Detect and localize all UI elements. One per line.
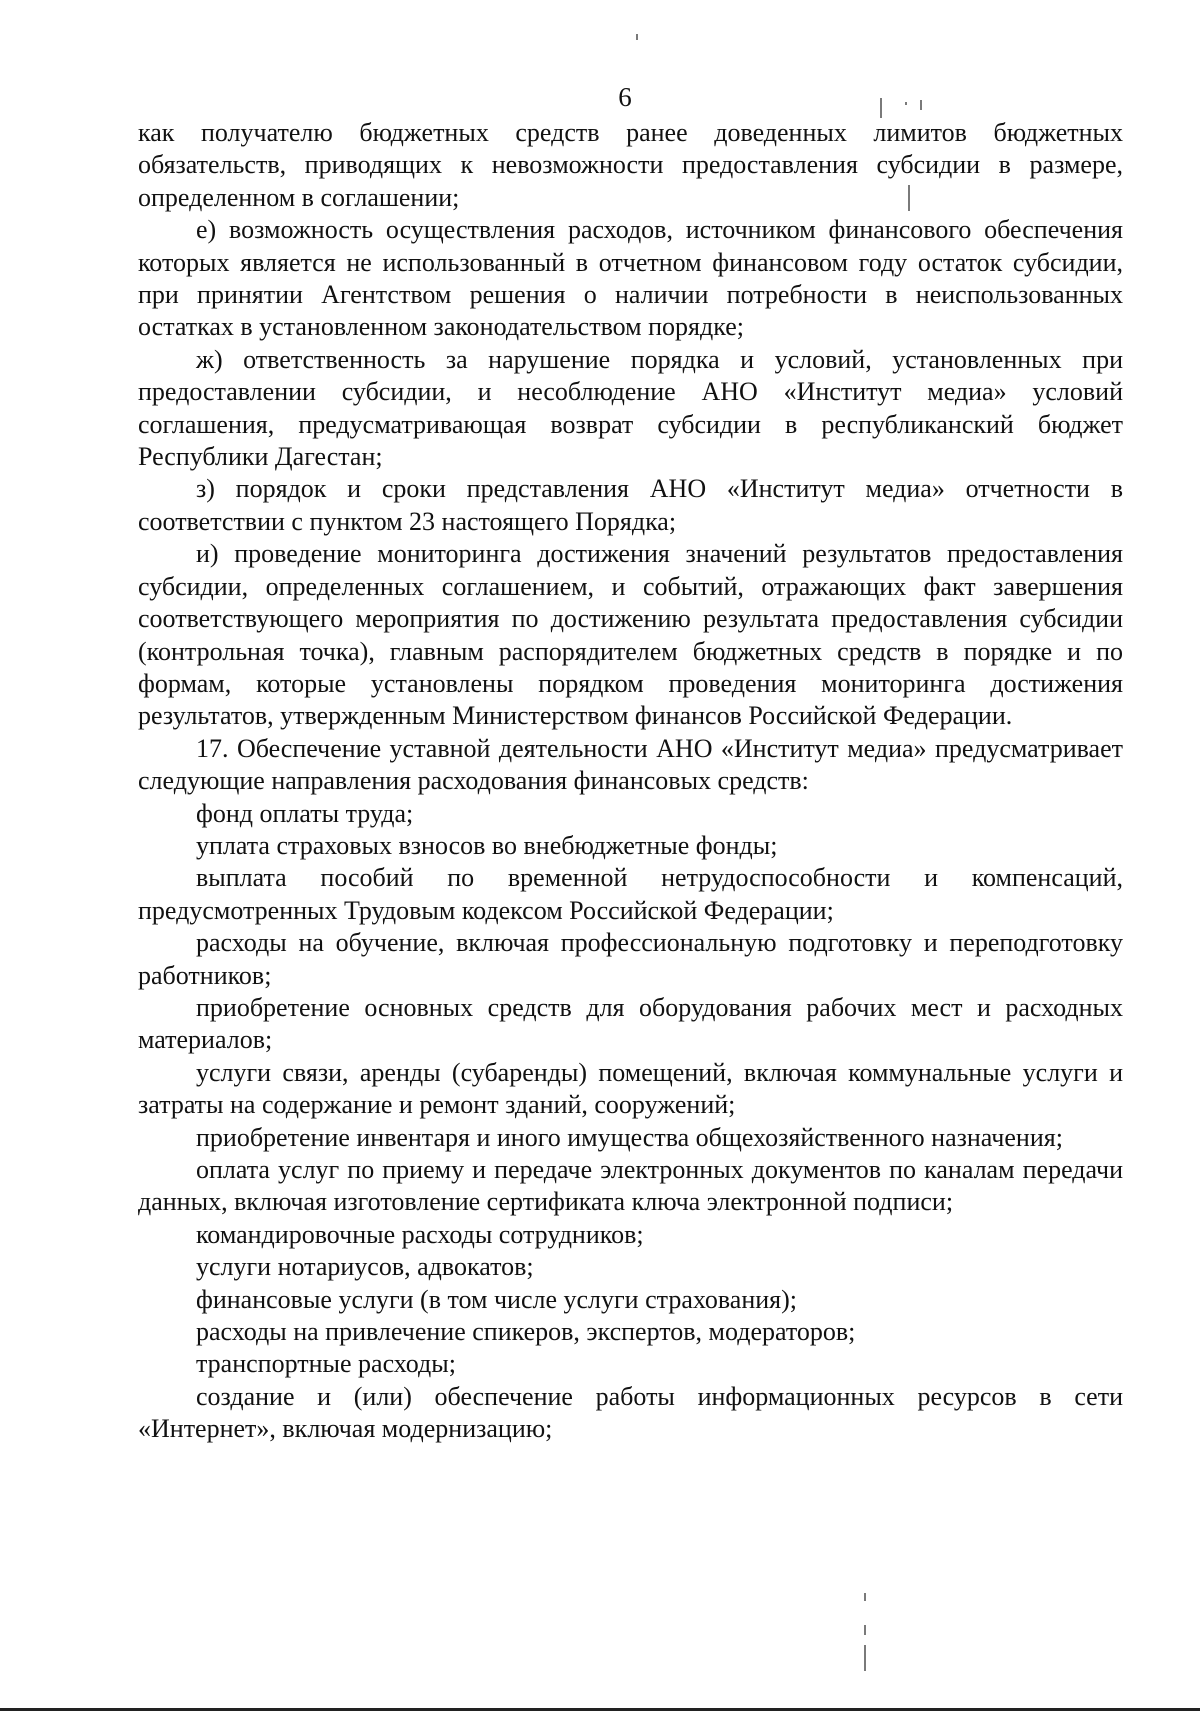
- list-item-expense: выплата пособий по временной нетрудоспособности и компенсаций, предусмотренных Трудовым кодексом Российской Федерации;: [138, 863, 1123, 925]
- list-item-expense: оплата услуг по приему и передаче электронных документов по каналам передачи данных, включая изготовление сертификата ключа электронной подписи;: [138, 1155, 1123, 1217]
- list-item-expense: услуги нотариусов, адвокатов;: [196, 1252, 534, 1282]
- list-item-expense: командировочные расходы сотрудников;: [196, 1219, 644, 1249]
- list-item-expense: транспортные расходы;: [196, 1349, 456, 1379]
- list-item-expense: уплата страховых взносов во внебюджетные фонды;: [196, 830, 778, 860]
- list-item-expense: расходы на обучение, включая профессиональную подготовку и переподготовку работников;: [138, 928, 1123, 990]
- paragraph-clause-17: 17. Обеспечение уставной деятельности АНО «Институт медиа» предусматривает следующие направления расходования финансовых средств:: [138, 733, 1123, 796]
- paragraph-item-e: е) возможность осуществления расходов, источником финансового обеспечения которых является не использованный в отчетном финансовом году остаток субсидии, при принятии Агентством решения о наличии потребности в неиспользованных остатках в установленном законодательством порядке;: [138, 215, 1123, 342]
- paragraph-item-zh: ж) ответственность за нарушение порядка и условий, установленных при предоставлении субсидии, и несоблюдение АНО «Институт медиа» условий соглашения, предусматривающая возврат субсидии в республиканский бюджет Республики Дагестан;: [138, 344, 1123, 472]
- scan-artifact-mark: [864, 1625, 866, 1635]
- list-item-expense: финансовые услуги (в том числе услуги страхования);: [196, 1284, 798, 1314]
- paragraph-item-z: з) порядок и сроки представления АНО «Институт медиа» отчетности в соответствии с пунктом 23 настоящего Порядка;: [138, 474, 1123, 536]
- scan-artifact-mark: [636, 34, 638, 40]
- list-item-expense: приобретение инвентаря и иного имущества общехозяйственного назначения;: [196, 1122, 1063, 1152]
- scan-artifact-mark: [864, 1593, 866, 1601]
- list-item-expense: услуги связи, аренды (субаренды) помещений, включая коммунальные услуги и затраты на содержание и ремонт зданий, сооружений;: [138, 1057, 1123, 1120]
- list-item-expense: приобретение основных средств для оборудования рабочих мест и расходных материалов;: [138, 992, 1123, 1055]
- list-item-expense: фонд оплаты труда;: [196, 798, 414, 828]
- paragraph-item-i: и) проведение мониторинга достижения значений результатов предоставления субсидии, определенных соглашением, и событий, отражающих факт завершения соответствующего мероприятия по достижению результата предоставления субсидии (контрольная точка), главным распорядителем бюджетных средств в порядке и по формам, которые установлены порядком проведения мониторинга достижения результатов, утвержденным Министерством финансов Российской Федерации.: [138, 539, 1123, 731]
- paragraph-continuation: как получателю бюджетных средств ранее доведенных лимитов бюджетных обязательств, приводящих к невозможности предоставления субсидии в размере, определенном в соглашении;: [138, 118, 1123, 212]
- list-item-expense: создание и (или) обеспечение работы информационных ресурсов в сети «Интернет», включая модернизацию;: [138, 1381, 1123, 1444]
- list-item-expense: расходы на привлечение спикеров, экспертов, модераторов;: [196, 1317, 856, 1347]
- page-number: 6: [618, 82, 632, 112]
- scan-artifact-mark: [864, 1645, 866, 1671]
- document-body: [138, 117, 1123, 1446]
- scan-bottom-edge: [0, 1708, 1200, 1711]
